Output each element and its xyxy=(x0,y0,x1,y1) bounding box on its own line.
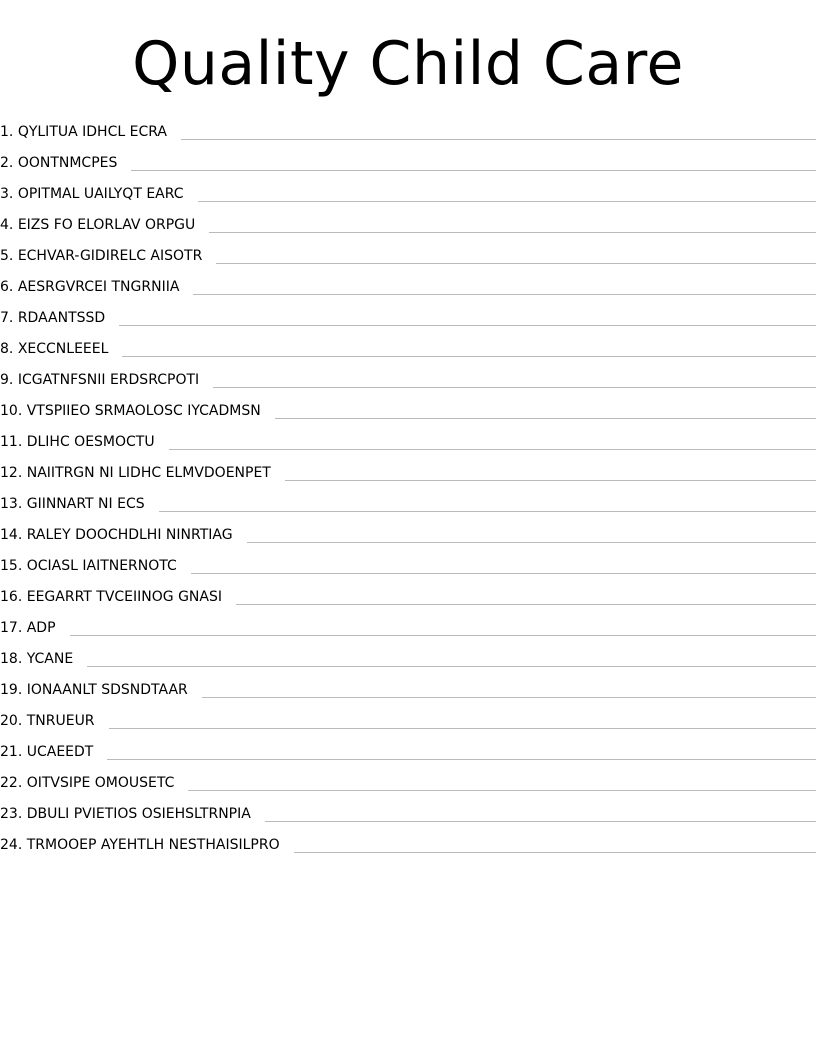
answer-line[interactable] xyxy=(159,511,816,512)
list-item xyxy=(0,483,816,514)
item-number: 10. xyxy=(0,403,23,419)
scrambled-word: XECCNLEEEL xyxy=(17,341,109,357)
item-number: 24. xyxy=(0,837,23,853)
item-number: 3. xyxy=(0,186,14,202)
scrambled-word-label xyxy=(0,587,236,607)
item-number: 7. xyxy=(0,310,14,326)
list-item xyxy=(0,545,816,576)
item-number: 17. xyxy=(0,620,23,636)
scrambled-word: YCANE xyxy=(26,651,74,667)
list-item xyxy=(0,390,816,421)
scrambled-word-label xyxy=(0,680,202,700)
scrambled-word-label xyxy=(0,122,181,142)
list-item xyxy=(0,266,816,297)
answer-line[interactable] xyxy=(70,635,816,636)
item-number: 20. xyxy=(0,713,23,729)
list-item xyxy=(0,576,816,607)
scrambled-word: OPITMAL UAILYQT EARC xyxy=(17,186,184,202)
scrambled-word-label xyxy=(0,277,193,297)
list-item xyxy=(0,731,816,762)
answer-line[interactable] xyxy=(216,263,816,264)
scrambled-word: AESRGVRCEI TNGRNIIA xyxy=(17,279,180,295)
answer-line[interactable] xyxy=(191,573,816,574)
item-number: 5. xyxy=(0,248,14,264)
list-item xyxy=(0,452,816,483)
list-item xyxy=(0,638,816,669)
list-item xyxy=(0,700,816,731)
item-number: 1. xyxy=(0,124,14,140)
scrambled-word-label xyxy=(0,339,122,359)
answer-line[interactable] xyxy=(247,542,816,543)
scrambled-word-label xyxy=(0,649,87,669)
scrambled-word: ICGATNFSNII ERDSRCPOTI xyxy=(17,372,200,388)
answer-line[interactable] xyxy=(236,604,816,605)
answer-line[interactable] xyxy=(122,356,816,357)
list-item xyxy=(0,824,816,855)
scrambled-word-label xyxy=(0,711,109,731)
list-item xyxy=(0,173,816,204)
scrambled-word: TRMOOEP AYEHTLH NESTHAISILPRO xyxy=(26,837,280,853)
list-item xyxy=(0,669,816,700)
scrambled-word: VTSPIIEO SRMAOLOSC IYCADMSN xyxy=(26,403,261,419)
answer-line[interactable] xyxy=(198,201,816,202)
answer-line[interactable] xyxy=(87,666,816,667)
item-number: 16. xyxy=(0,589,23,605)
scrambled-word: RALEY DOOCHDLHI NINRTIAG xyxy=(26,527,233,543)
scrambled-word: DLIHC OESMOCTU xyxy=(26,434,155,450)
scrambled-word-label xyxy=(0,432,169,452)
answer-line[interactable] xyxy=(265,821,816,822)
scrambled-word-label xyxy=(0,246,216,266)
answer-line[interactable] xyxy=(193,294,816,295)
list-item xyxy=(0,328,816,359)
scrambled-word: OCIASL IAITNERNOTC xyxy=(26,558,177,574)
list-item xyxy=(0,111,816,142)
answer-line[interactable] xyxy=(209,232,816,233)
answer-line[interactable] xyxy=(213,387,816,388)
answer-line[interactable] xyxy=(202,697,816,698)
answer-line[interactable] xyxy=(107,759,816,760)
list-item xyxy=(0,204,816,235)
item-number: 9. xyxy=(0,372,14,388)
list-item xyxy=(0,235,816,266)
answer-line[interactable] xyxy=(181,139,816,140)
scrambled-word-label xyxy=(0,184,198,204)
scrambled-word: ECHVAR-GIDIRELC AISOTR xyxy=(17,248,203,264)
item-number: 12. xyxy=(0,465,23,481)
answer-line[interactable] xyxy=(294,852,816,853)
item-number: 11. xyxy=(0,434,23,450)
scrambled-word-label xyxy=(0,773,188,793)
scrambled-word-label xyxy=(0,835,294,855)
answer-line[interactable] xyxy=(119,325,816,326)
scrambled-word: ADP xyxy=(26,620,56,636)
answer-line[interactable] xyxy=(188,790,816,791)
scrambled-word-label xyxy=(0,463,285,483)
scrambled-word: NAIITRGN NI LIDHC ELMVDOENPET xyxy=(26,465,271,481)
item-number: 14. xyxy=(0,527,23,543)
scrambled-word-label xyxy=(0,370,213,390)
item-number: 18. xyxy=(0,651,23,667)
item-number: 23. xyxy=(0,806,23,822)
list-item xyxy=(0,762,816,793)
item-number: 15. xyxy=(0,558,23,574)
scrambled-word: DBULI PVIETIOS OSIEHSLTRNPIA xyxy=(26,806,251,822)
list-item xyxy=(0,359,816,390)
answer-line[interactable] xyxy=(109,728,816,729)
scrambled-word: QYLITUA IDHCL ECRA xyxy=(17,124,167,140)
item-number: 21. xyxy=(0,744,23,760)
item-number: 2. xyxy=(0,155,14,171)
scrambled-word-label xyxy=(0,401,275,421)
list-item xyxy=(0,793,816,824)
list-item xyxy=(0,297,816,328)
scrambled-word: EIZS FO ELORLAV ORPGU xyxy=(17,217,196,233)
page-title: Quality Child Care xyxy=(132,29,684,99)
item-number: 13. xyxy=(0,496,23,512)
scrambled-word-label xyxy=(0,525,247,545)
list-item xyxy=(0,514,816,545)
scrambled-word: OITVSIPE OMOUSETC xyxy=(26,775,175,791)
scrambled-word: RDAANTSSD xyxy=(17,310,106,326)
scrambled-word: IONAANLT SDSNDTAAR xyxy=(26,682,188,698)
word-scramble-list xyxy=(0,111,816,855)
scrambled-word-label xyxy=(0,742,107,762)
answer-line[interactable] xyxy=(169,449,816,450)
scrambled-word: EEGARRT TVCEIINOG GNASI xyxy=(26,589,222,605)
scrambled-word: GIINNART NI ECS xyxy=(26,496,145,512)
scrambled-word-label xyxy=(0,618,70,638)
answer-line[interactable] xyxy=(131,170,816,171)
list-item xyxy=(0,607,816,638)
item-number: 19. xyxy=(0,682,23,698)
item-number: 4. xyxy=(0,217,14,233)
scrambled-word-label xyxy=(0,153,131,173)
scrambled-word: UCAEEDT xyxy=(26,744,94,760)
scrambled-word-label xyxy=(0,215,209,235)
item-number: 8. xyxy=(0,341,14,357)
scrambled-word-label xyxy=(0,556,191,576)
list-item xyxy=(0,142,816,173)
scrambled-word: OONTNMCPES xyxy=(17,155,118,171)
item-number: 22. xyxy=(0,775,23,791)
scrambled-word-label xyxy=(0,308,119,328)
scrambled-word: TNRUEUR xyxy=(26,713,95,729)
answer-line[interactable] xyxy=(285,480,816,481)
scrambled-word-label xyxy=(0,494,159,514)
list-item xyxy=(0,421,816,452)
scrambled-word-label xyxy=(0,804,265,824)
item-number: 6. xyxy=(0,279,14,295)
answer-line[interactable] xyxy=(275,418,816,419)
